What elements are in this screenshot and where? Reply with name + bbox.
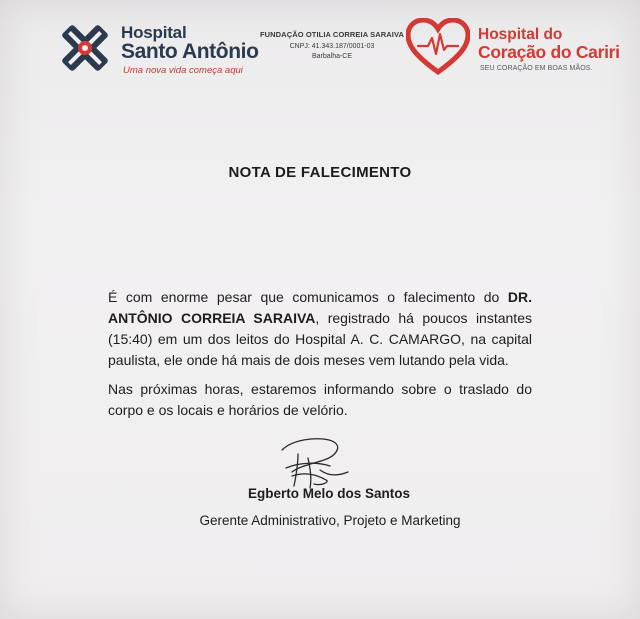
- hospital-cross-emblem-icon: [57, 20, 113, 76]
- foundation-name: FUNDAÇÃO OTILIA CORREIA SARAIVA: [259, 30, 405, 39]
- handwritten-signature: [264, 432, 364, 494]
- paragraph-1-rest: , registrado há poucos instantes (15:40) em um dos leitos do Hospital A. C. CAMARGO, na capital paulista, ele onde há mais de dois meses vem lutando pela vida.: [108, 310, 532, 368]
- hospital-santo-antonio-logo: [57, 20, 257, 80]
- right-logo-tagline: SEU CORAÇÃO EM BOAS MÃOS.: [480, 65, 593, 72]
- foundation-cnpj: CNPJ: 41.343.187/0001-03: [289, 43, 375, 50]
- body-paragraph-1: [108, 287, 532, 371]
- left-logo-line2: Santo Antônio: [121, 40, 259, 63]
- foundation-info: [252, 30, 412, 60]
- left-logo-line1: Hospital: [121, 23, 187, 42]
- document-body: [108, 287, 532, 429]
- paragraph-1-intro: É com enorme pesar que comunicamos o falecimento do: [108, 289, 508, 305]
- right-logo-line2: Coração do Cariri: [478, 42, 620, 62]
- signer-role: Gerente Administrativo, Projeto e Marketing: [199, 513, 461, 528]
- right-logo-line1: Hospital do: [478, 26, 563, 43]
- heart-pulse-icon: [406, 18, 470, 76]
- left-logo-tagline: Uma nova vida começa aqui: [123, 65, 243, 76]
- body-paragraph-2: Nas próximas horas, estaremos informando sobre o traslado do corpo e os locais e horários de velório.: [108, 381, 532, 418]
- deceased-name: DR. ANTÔNIO CORREIA SARAIVA: [108, 289, 532, 326]
- hospital-coracao-cariri-logo: [406, 18, 621, 80]
- document-title: NOTA DE FALECIMENTO: [228, 164, 412, 181]
- signer-name: Egberto Melo dos Santos: [247, 486, 410, 501]
- foundation-city: Barbalha-CE: [311, 53, 353, 60]
